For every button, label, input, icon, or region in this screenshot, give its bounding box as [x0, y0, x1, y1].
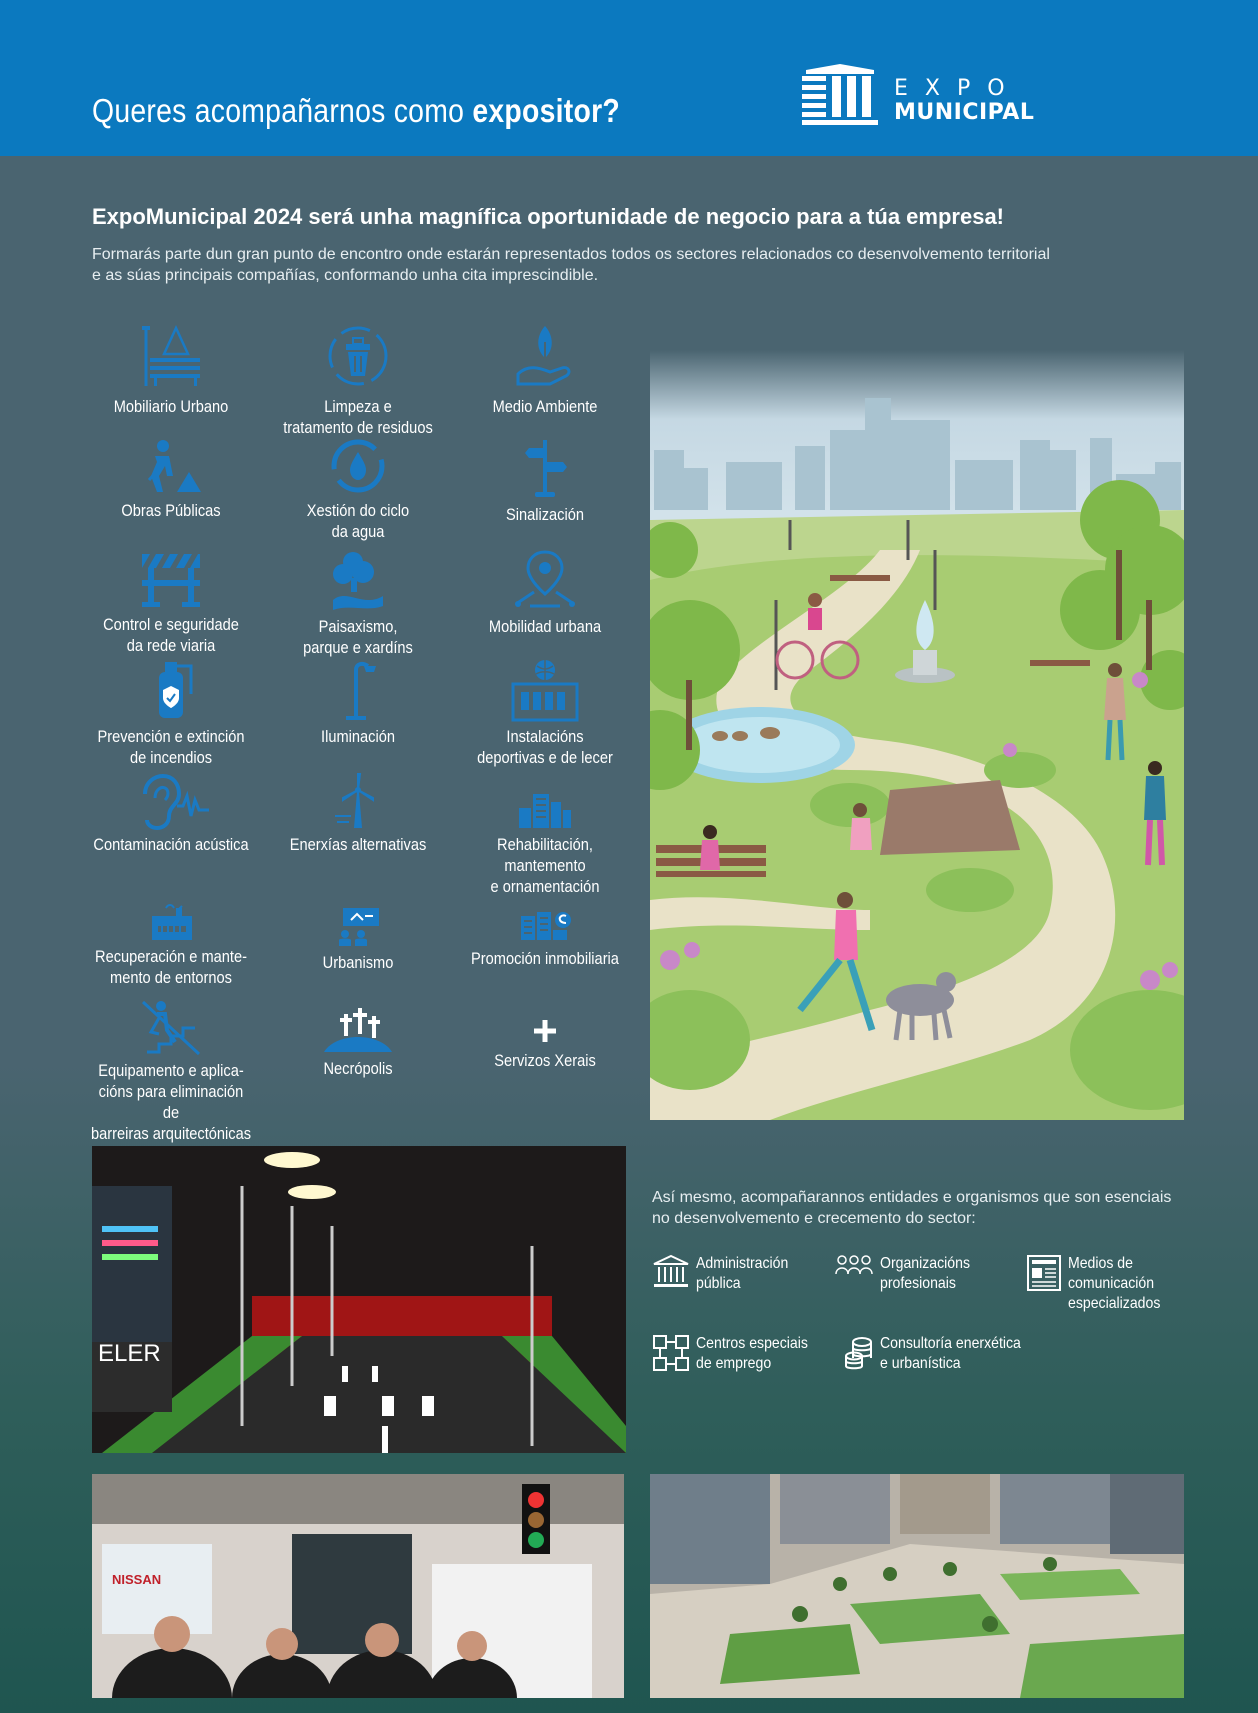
expo-municipal-logo[interactable] [798, 64, 1038, 128]
org-label: Consultoría enerxética e urbanística [880, 1335, 1021, 1372]
plus-icon [530, 1016, 560, 1046]
sector-label: Mobilidad urbana [488, 617, 602, 636]
coins-stack-icon [844, 1334, 874, 1370]
sector-urbanismo [263, 906, 453, 973]
sector-xestion-agua [263, 436, 453, 542]
sector-label: Promoción inmobiliaria [471, 949, 619, 968]
sector-label: Iluminación [321, 727, 395, 746]
sector-enerxias-alternativas [263, 772, 453, 855]
header-title-prefix: Queres acompañarnos como [92, 92, 465, 129]
headline: ExpoMunicipal 2024 será unha magnífica oportunidade de negocio para a túa empresa! [92, 204, 1005, 229]
photo-city-plaza-scene [650, 1474, 1184, 1698]
sector-label: Control e seguridade da rede viaria [103, 615, 239, 655]
sector-contaminacion-acustica [76, 772, 266, 855]
sector-iluminacion [263, 658, 453, 747]
org-organizacions-profesionais [834, 1254, 982, 1294]
sector-label: Equipamento e aplica- cións para eliminación de barreiras arquitectónicas [90, 1061, 252, 1143]
sector-instalacions-deportivas [450, 658, 640, 768]
sector-label: Urbanismo [322, 953, 394, 972]
org-administracion-publica [652, 1254, 801, 1294]
org-label: Medios de comunicación especializados [1068, 1255, 1161, 1312]
sector-label: Limpeza e tratamento de residuos [283, 397, 433, 437]
sector-label: Enerxías alternativas [289, 835, 427, 854]
buildings-icon [515, 790, 575, 830]
sector-label: Xestión do ciclo da agua [306, 501, 410, 541]
orgs-intro: Así mesmo, acompañarannos entidades e organismos que son esenciais no desenvolvemento e crecemento do sector: [652, 1189, 1172, 1227]
photo-lighting-exhibit [92, 1146, 626, 1453]
water-cycle-icon [326, 436, 390, 496]
sector-label: Medio Ambiente [492, 397, 598, 416]
road-barrier-icon [136, 548, 206, 610]
accessibility-stairs-icon [139, 998, 203, 1056]
org-label: Centros especiais de emprego [696, 1335, 808, 1372]
location-pin-icon [510, 548, 580, 612]
sector-label: Contaminación acústica [93, 835, 249, 854]
sector-sinalizacion [450, 436, 640, 525]
urban-furniture-icon [136, 322, 206, 392]
sports-facility-icon [507, 658, 583, 722]
people-group-icon [834, 1254, 874, 1278]
sector-label: Mobiliario Urbano [113, 397, 229, 416]
ear-sound-icon [131, 772, 211, 830]
government-building-icon [652, 1254, 690, 1290]
logo-text-expo: EXPO [894, 76, 1022, 101]
environment-icon [510, 322, 580, 392]
cemetery-icon [320, 1004, 396, 1054]
waste-treatment-icon [323, 322, 393, 392]
header-title [92, 92, 620, 130]
real-estate-icon [517, 908, 573, 944]
photo-city-plaza [650, 1474, 1184, 1698]
tree-icon [323, 548, 393, 612]
sector-prevencion-incendios [76, 658, 266, 768]
sector-rehabilitacion [450, 790, 640, 897]
sector-limpeza [263, 322, 453, 438]
sector-medio-ambiente [450, 322, 640, 417]
park-illustration [650, 350, 1184, 1120]
park-scene [650, 350, 1184, 1120]
photo-fair-visitors [92, 1474, 624, 1698]
street-lamp-icon [328, 658, 388, 722]
urban-planning-icon [333, 906, 383, 948]
sector-label: Necrópolis [323, 1059, 393, 1078]
header-banner [0, 0, 1258, 156]
sector-servizos-xerais [450, 1016, 640, 1071]
sector-label: Paisaxismo, parque e xardíns [303, 617, 413, 657]
fire-extinguisher-icon [141, 658, 201, 722]
sector-barreiras-arquitectonicas [76, 998, 266, 1144]
sector-label: Prevención e extinción de incendios [97, 727, 245, 767]
header-title-bold: expositor? [472, 92, 620, 129]
sector-necropolis [263, 1004, 453, 1079]
public-works-icon [139, 436, 203, 496]
booth-brand-text: ELER [98, 1340, 161, 1367]
sector-label: Servizos Xerais [494, 1051, 596, 1070]
logo-text-municipal: MUNICIPAL [894, 100, 1035, 125]
factory-icon [146, 902, 196, 942]
org-label: Administración pública [696, 1255, 789, 1292]
sector-label: Instalacións deportivas e de lecer [477, 727, 613, 767]
intro-paragraph: Formarás parte dun gran punto de encontro onde estarán representados todos os sectores relacionados co desenvolvemento territorial e as súas principais compañías, conformando unha cita imprescindible. [92, 246, 1050, 284]
sector-label: Rehabilitación, mantemento e ornamentación [490, 835, 600, 896]
logo-columns-icon [798, 64, 882, 128]
newspaper-icon [1026, 1254, 1062, 1292]
sector-mobiliario-urbano [76, 322, 266, 417]
sector-recuperacion-entornos [76, 902, 266, 988]
photo-fair-visitors-scene [92, 1474, 624, 1698]
sector-label: Sinalización [505, 505, 585, 524]
org-medios-comunicacion [1026, 1254, 1173, 1314]
sector-label: Recuperación e mante- mento de entornos [95, 947, 247, 987]
sector-mobilidad-urbana [450, 548, 640, 637]
sector-obras-publicas [76, 436, 266, 521]
org-label: Organizacións profesionais [880, 1255, 971, 1292]
sector-paisaxismo [263, 548, 453, 658]
wind-turbine-icon [329, 772, 387, 830]
car-brand-text: NISSAN [112, 1572, 162, 1587]
sector-label: Obras Públicas [121, 501, 221, 520]
network-blocks-icon [652, 1334, 690, 1372]
signage-icon [513, 436, 577, 500]
sector-control-seguridade [76, 548, 266, 656]
org-consultoria [844, 1334, 1040, 1374]
photo-lighting-exhibit-scene [92, 1146, 626, 1453]
sector-promocion-inmobiliaria [450, 908, 640, 969]
org-centros-especiais [652, 1334, 823, 1374]
